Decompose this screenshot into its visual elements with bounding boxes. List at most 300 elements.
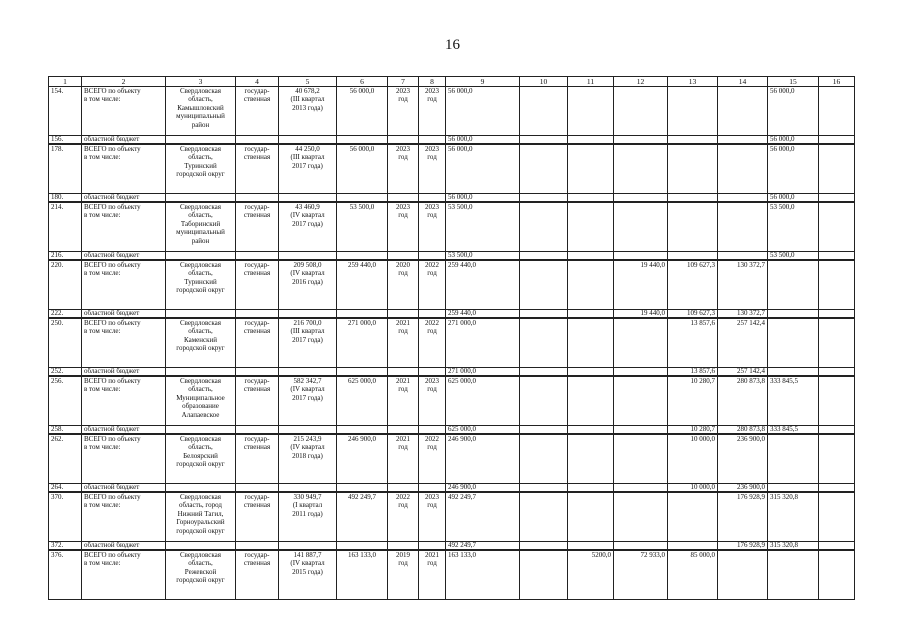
cell-location: Свердловская область, Туринский городской округ [166, 260, 236, 310]
cell-c15 [768, 310, 819, 319]
cell-c13: 10 280,7 [668, 426, 718, 435]
cell-c12 [614, 252, 668, 261]
cell-capacity: 582 342,7 (IV квартал 2017 года) [279, 376, 337, 426]
cell-c13: 85 000,0 [668, 550, 718, 600]
cell-c16 [819, 550, 855, 600]
cell-c14 [718, 194, 768, 203]
cell-c12 [614, 202, 668, 252]
cell-cost [337, 426, 388, 435]
cell-c14 [718, 136, 768, 145]
cell-no: 376. [49, 550, 82, 600]
cell-start [388, 310, 419, 319]
cell-name: областной бюджет [82, 368, 166, 377]
cell-c16 [819, 368, 855, 377]
regional-budget-row [49, 310, 855, 319]
cell-capacity: 215 243,9 (IV квартал 2018 года) [279, 434, 337, 484]
column-number: 1 [49, 77, 82, 87]
cell-ownership [236, 484, 279, 493]
cell-c14: 130 372,7 [718, 260, 768, 310]
cell-start: 2021 год [388, 376, 419, 426]
cell-location [166, 542, 236, 551]
cell-c16 [819, 87, 855, 136]
cell-c13 [668, 202, 718, 252]
cell-capacity [279, 368, 337, 377]
cell-c16 [819, 426, 855, 435]
cell-c16 [819, 434, 855, 484]
cell-c12 [614, 318, 668, 368]
cell-name: ВСЕГО по объекту в том числе: [82, 492, 166, 542]
cell-c11 [568, 202, 614, 252]
cell-start: 2021 год [388, 318, 419, 368]
cell-c14: 280 873,8 [718, 426, 768, 435]
cell-c11: 5200,0 [568, 550, 614, 600]
column-number: 7 [388, 77, 419, 87]
cell-c14: 257 142,4 [718, 318, 768, 368]
cell-c14 [718, 252, 768, 261]
cell-c11 [568, 310, 614, 319]
column-number: 15 [768, 77, 819, 87]
cell-c15: 333 845,5 [768, 426, 819, 435]
cell-c10 [520, 550, 568, 600]
cell-c14: 176 928,9 [718, 492, 768, 542]
column-number: 6 [337, 77, 388, 87]
cell-c16 [819, 136, 855, 145]
column-number: 2 [82, 77, 166, 87]
column-number: 10 [520, 77, 568, 87]
cell-c13: 109 627,3 [668, 310, 718, 319]
cell-c11 [568, 87, 614, 136]
cell-c15 [768, 260, 819, 310]
cell-location [166, 310, 236, 319]
cell-c10 [520, 368, 568, 377]
cell-ownership: государ- ственная [236, 434, 279, 484]
cell-c12 [614, 484, 668, 493]
cell-c12 [614, 426, 668, 435]
column-number: 4 [236, 77, 279, 87]
cell-c12 [614, 368, 668, 377]
cell-no: 262. [49, 434, 82, 484]
cell-cost [337, 368, 388, 377]
cell-c11 [568, 252, 614, 261]
cell-no: 178. [49, 144, 82, 194]
cell-end [419, 542, 446, 551]
column-number: 8 [419, 77, 446, 87]
cell-total: 56 000,0 [446, 144, 520, 194]
cell-c16 [819, 492, 855, 542]
cell-c10 [520, 484, 568, 493]
cell-c12: 72 933,0 [614, 550, 668, 600]
cell-location: Свердловская область, город Нижний Тагил, Горноуральский городской округ [166, 492, 236, 542]
cell-c13: 13 857,6 [668, 368, 718, 377]
cell-c15: 333 845,5 [768, 376, 819, 426]
cell-ownership: государ- ственная [236, 87, 279, 136]
cell-end [419, 426, 446, 435]
regional-budget-row [49, 368, 855, 377]
cell-ownership [236, 194, 279, 203]
cell-no: 156. [49, 136, 82, 145]
cell-c10 [520, 194, 568, 203]
regional-budget-row [49, 542, 855, 551]
cell-c10 [520, 310, 568, 319]
cell-c10 [520, 434, 568, 484]
column-number: 3 [166, 77, 236, 87]
cell-c11 [568, 492, 614, 542]
object-total-row [49, 492, 855, 542]
cell-name: ВСЕГО по объекту в том числе: [82, 260, 166, 310]
cell-c12 [614, 434, 668, 484]
cell-location: Свердловская область, Белоярский городской округ [166, 434, 236, 484]
cell-capacity: 44 250,0 (III квартал 2017 года) [279, 144, 337, 194]
cell-ownership: государ- ственная [236, 260, 279, 310]
cell-start [388, 542, 419, 551]
cell-c13 [668, 252, 718, 261]
cell-end: 2023 год [419, 87, 446, 136]
cell-start: 2023 год [388, 87, 419, 136]
cell-ownership: государ- ственная [236, 376, 279, 426]
cell-location: Свердловская область, Режевской городской округ [166, 550, 236, 600]
cell-capacity [279, 252, 337, 261]
column-number: 16 [819, 77, 855, 87]
cell-total: 163 133,0 [446, 550, 520, 600]
cell-no: 264. [49, 484, 82, 493]
cell-name: областной бюджет [82, 194, 166, 203]
cell-cost [337, 484, 388, 493]
cell-c14 [718, 87, 768, 136]
column-number: 14 [718, 77, 768, 87]
cell-capacity: 141 887,7 (IV квартал 2015 года) [279, 550, 337, 600]
column-number: 12 [614, 77, 668, 87]
cell-end [419, 368, 446, 377]
cell-c15 [768, 434, 819, 484]
column-number-row [49, 77, 855, 87]
cell-ownership: государ- ственная [236, 202, 279, 252]
cell-c10 [520, 252, 568, 261]
cell-c16 [819, 310, 855, 319]
cell-c15 [768, 550, 819, 600]
cell-c12 [614, 376, 668, 426]
regional-budget-row [49, 252, 855, 261]
cell-end: 2022 год [419, 434, 446, 484]
cell-c10 [520, 144, 568, 194]
cell-ownership [236, 310, 279, 319]
object-total-row [49, 318, 855, 368]
cell-location: Свердловская область, Муниципальное образование Алапаевское [166, 376, 236, 426]
cell-no: 258. [49, 426, 82, 435]
cell-c14: 236 900,0 [718, 484, 768, 493]
object-total-row [49, 376, 855, 426]
cell-ownership [236, 368, 279, 377]
cell-no: 220. [49, 260, 82, 310]
object-total-row [49, 144, 855, 194]
cell-name: ВСЕГО по объекту в том числе: [82, 434, 166, 484]
cell-c14: 236 900,0 [718, 434, 768, 484]
cell-total: 53 500,0 [446, 252, 520, 261]
cell-c16 [819, 376, 855, 426]
object-total-row [49, 260, 855, 310]
cell-start: 2019 год [388, 550, 419, 600]
cell-c11 [568, 376, 614, 426]
cell-start [388, 252, 419, 261]
cell-start: 2020 год [388, 260, 419, 310]
cell-c12 [614, 87, 668, 136]
cell-location [166, 194, 236, 203]
cell-c15 [768, 318, 819, 368]
cell-total: 56 000,0 [446, 194, 520, 203]
cell-ownership [236, 252, 279, 261]
column-number: 11 [568, 77, 614, 87]
cell-name: ВСЕГО по объекту в том числе: [82, 550, 166, 600]
cell-ownership [236, 426, 279, 435]
cell-c10 [520, 136, 568, 145]
cell-capacity [279, 426, 337, 435]
cell-c11 [568, 426, 614, 435]
cell-ownership [236, 542, 279, 551]
object-total-row [49, 202, 855, 252]
cell-total: 246 900,0 [446, 484, 520, 493]
cell-capacity: 43 460,9 (IV квартал 2017 года) [279, 202, 337, 252]
cell-name: ВСЕГО по объекту в том числе: [82, 318, 166, 368]
cell-cost [337, 252, 388, 261]
cell-no: 250. [49, 318, 82, 368]
cell-no: 252. [49, 368, 82, 377]
cell-capacity: 40 678,2 (III квартал 2013 года) [279, 87, 337, 136]
cell-c15 [768, 484, 819, 493]
cell-c10 [520, 318, 568, 368]
cell-ownership: государ- ственная [236, 492, 279, 542]
cell-c13: 10 000,0 [668, 434, 718, 484]
cell-start: 2022 год [388, 492, 419, 542]
cell-c16 [819, 202, 855, 252]
cell-c13: 109 627,3 [668, 260, 718, 310]
cell-start: 2023 год [388, 202, 419, 252]
cell-end [419, 310, 446, 319]
cell-name: областной бюджет [82, 484, 166, 493]
cell-c15: 56 000,0 [768, 136, 819, 145]
cell-name: областной бюджет [82, 542, 166, 551]
cell-end: 2023 год [419, 144, 446, 194]
cell-c11 [568, 368, 614, 377]
cell-start [388, 368, 419, 377]
cell-end: 2022 год [419, 260, 446, 310]
cell-c15: 53 500,0 [768, 252, 819, 261]
cell-c13 [668, 542, 718, 551]
cell-c14 [718, 144, 768, 194]
cell-c10 [520, 87, 568, 136]
cell-c15: 315 320,8 [768, 492, 819, 542]
cell-c15: 56 000,0 [768, 87, 819, 136]
cell-ownership: государ- ственная [236, 550, 279, 600]
cell-name: областной бюджет [82, 310, 166, 319]
cell-c11 [568, 260, 614, 310]
cell-no: 256. [49, 376, 82, 426]
cell-c14: 280 873,8 [718, 376, 768, 426]
cell-cost [337, 542, 388, 551]
cell-c11 [568, 484, 614, 493]
cell-ownership: государ- ственная [236, 144, 279, 194]
cell-c16 [819, 484, 855, 493]
cell-cost: 56 000,0 [337, 144, 388, 194]
cell-ownership [236, 136, 279, 145]
cell-total: 271 000,0 [446, 368, 520, 377]
cell-c15: 56 000,0 [768, 194, 819, 203]
object-total-row [49, 434, 855, 484]
cell-location [166, 368, 236, 377]
cell-no: 370. [49, 492, 82, 542]
cell-name: областной бюджет [82, 136, 166, 145]
cell-capacity [279, 136, 337, 145]
cell-c10 [520, 426, 568, 435]
cell-no: 214. [49, 202, 82, 252]
cell-c13: 13 857,6 [668, 318, 718, 368]
object-total-row [49, 550, 855, 600]
cell-no: 372. [49, 542, 82, 551]
column-number: 13 [668, 77, 718, 87]
cell-cost: 259 440,0 [337, 260, 388, 310]
cell-c11 [568, 144, 614, 194]
cell-name: ВСЕГО по объекту в том числе: [82, 202, 166, 252]
cell-c10 [520, 376, 568, 426]
cell-c11 [568, 194, 614, 203]
cell-c13 [668, 136, 718, 145]
cell-cost [337, 310, 388, 319]
cell-c12 [614, 542, 668, 551]
cell-c12 [614, 136, 668, 145]
cell-c16 [819, 194, 855, 203]
cell-capacity: 216 700,0 (III квартал 2017 года) [279, 318, 337, 368]
cell-start: 2023 год [388, 144, 419, 194]
cell-total: 259 440,0 [446, 260, 520, 310]
cell-no: 222. [49, 310, 82, 319]
cell-c14: 176 928,9 [718, 542, 768, 551]
cell-location [166, 484, 236, 493]
cell-total: 56 000,0 [446, 87, 520, 136]
cell-cost: 246 900,0 [337, 434, 388, 484]
cell-capacity: 209 508,0 (IV квартал 2016 года) [279, 260, 337, 310]
cell-location [166, 136, 236, 145]
cell-cost: 163 133,0 [337, 550, 388, 600]
cell-c16 [819, 542, 855, 551]
cell-name: ВСЕГО по объекту в том числе: [82, 376, 166, 426]
cell-end: 2023 год [419, 376, 446, 426]
cell-location: Свердловская область, Каменский городской округ [166, 318, 236, 368]
cell-location: Свердловская область, Туринский городской округ [166, 144, 236, 194]
cell-c11 [568, 136, 614, 145]
cell-cost: 492 249,7 [337, 492, 388, 542]
cell-cost: 53 500,0 [337, 202, 388, 252]
cell-c14: 130 372,7 [718, 310, 768, 319]
cell-end [419, 194, 446, 203]
cell-capacity [279, 310, 337, 319]
cell-c15: 53 500,0 [768, 202, 819, 252]
cell-end: 2021 год [419, 550, 446, 600]
cell-end: 2022 год [419, 318, 446, 368]
cell-end [419, 136, 446, 145]
cell-location [166, 252, 236, 261]
regional-budget-row [49, 136, 855, 145]
cell-c10 [520, 542, 568, 551]
cell-start [388, 136, 419, 145]
cell-c13 [668, 492, 718, 542]
cell-capacity: 330 949,7 (I квартал 2011 года) [279, 492, 337, 542]
cell-capacity [279, 542, 337, 551]
cell-capacity [279, 194, 337, 203]
regional-budget-row [49, 194, 855, 203]
regional-budget-row [49, 484, 855, 493]
cell-start: 2021 год [388, 434, 419, 484]
cell-c13 [668, 87, 718, 136]
object-total-row [49, 87, 855, 136]
cell-c15: 315 320,8 [768, 542, 819, 551]
cell-total: 246 900,0 [446, 434, 520, 484]
cell-c14 [718, 202, 768, 252]
page-number: 16 [445, 37, 460, 53]
cell-c13 [668, 144, 718, 194]
cell-c12: 19 440,0 [614, 260, 668, 310]
cell-cost [337, 194, 388, 203]
cell-c12 [614, 492, 668, 542]
cell-capacity [279, 484, 337, 493]
cell-c12: 19 440,0 [614, 310, 668, 319]
cell-total: 625 000,0 [446, 376, 520, 426]
cell-c13: 10 280,7 [668, 376, 718, 426]
cell-c12 [614, 194, 668, 203]
cell-c16 [819, 252, 855, 261]
cell-end: 2023 год [419, 202, 446, 252]
cell-c11 [568, 318, 614, 368]
cell-no: 180. [49, 194, 82, 203]
cell-location: Свердловская область, Камышловский муниципальный район [166, 87, 236, 136]
cell-start [388, 426, 419, 435]
cell-total: 56 000,0 [446, 136, 520, 145]
cell-cost [337, 136, 388, 145]
cell-c13: 10 000,0 [668, 484, 718, 493]
column-number: 9 [446, 77, 520, 87]
cell-end: 2023 год [419, 492, 446, 542]
cell-cost: 271 000,0 [337, 318, 388, 368]
budget-table [48, 76, 855, 600]
cell-start [388, 194, 419, 203]
cell-total: 492 249,7 [446, 492, 520, 542]
cell-name: ВСЕГО по объекту в том числе: [82, 87, 166, 136]
cell-total: 53 500,0 [446, 202, 520, 252]
cell-name: ВСЕГО по объекту в том числе: [82, 144, 166, 194]
cell-c11 [568, 542, 614, 551]
cell-total: 259 440,0 [446, 310, 520, 319]
cell-no: 216. [49, 252, 82, 261]
column-number: 5 [279, 77, 337, 87]
cell-c15 [768, 368, 819, 377]
cell-name: областной бюджет [82, 426, 166, 435]
cell-location [166, 426, 236, 435]
cell-c13 [668, 194, 718, 203]
cell-total: 271 000,0 [446, 318, 520, 368]
cell-c11 [568, 434, 614, 484]
cell-c16 [819, 144, 855, 194]
cell-c14: 257 142,4 [718, 368, 768, 377]
cell-c16 [819, 318, 855, 368]
cell-c10 [520, 202, 568, 252]
cell-ownership: государ- ственная [236, 318, 279, 368]
cell-c12 [614, 144, 668, 194]
regional-budget-row [49, 426, 855, 435]
cell-cost: 56 000,0 [337, 87, 388, 136]
cell-end [419, 252, 446, 261]
cell-start [388, 484, 419, 493]
cell-c15: 56 000,0 [768, 144, 819, 194]
cell-c10 [520, 260, 568, 310]
cell-name: областной бюджет [82, 252, 166, 261]
cell-c16 [819, 260, 855, 310]
